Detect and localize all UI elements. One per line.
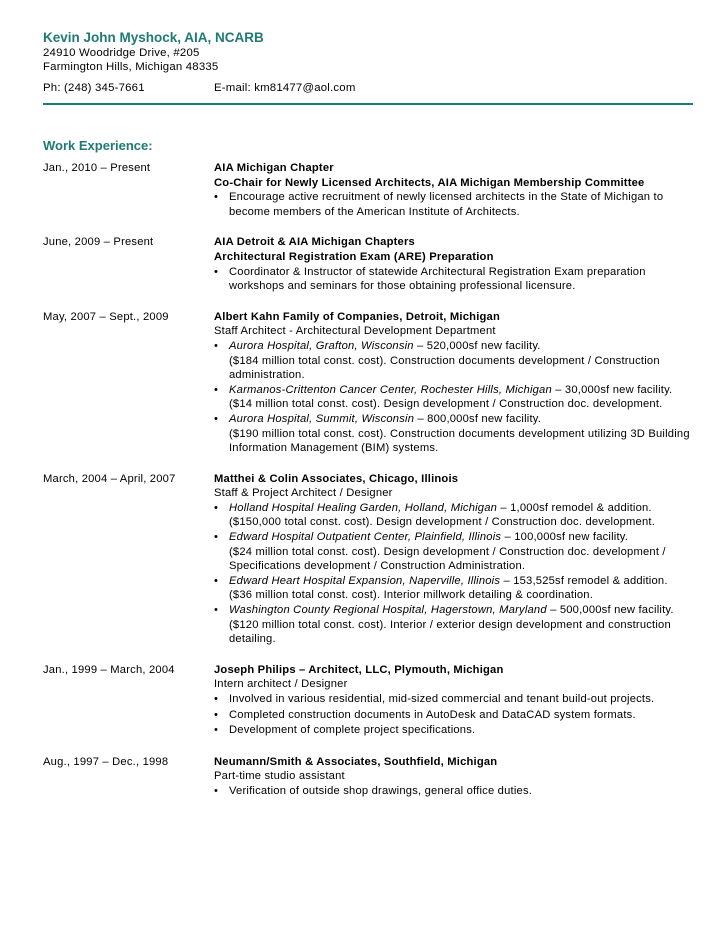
email-address: E-mail: km81477@aol.com — [214, 82, 356, 94]
bullet-item — [214, 603, 693, 647]
bullet-icon: • — [214, 501, 219, 514]
project-name: Washington County Regional Hospital, Hagerstown, Maryland — [229, 604, 547, 617]
project-detail: ($150,000 total const. cost). Design development / Construction doc. development. — [229, 516, 656, 529]
entry-organization: Matthei & Colin Associates, Chicago, Illinois — [214, 472, 459, 485]
entry-body — [214, 310, 693, 456]
bullet-text — [229, 265, 693, 294]
entry-bullet-list — [214, 190, 693, 219]
bullet-text — [229, 383, 693, 412]
experience-entry — [43, 755, 693, 799]
bullet-text — [229, 501, 693, 530]
experience-entry — [43, 663, 693, 739]
entry-role: Staff Architect - Architectural Development Department — [214, 325, 496, 338]
project-detail: ($190 million total const. cost). Construction documents development utilizing 3D Building Information Management (BIM) systems. — [229, 427, 690, 455]
entry-body — [214, 755, 693, 799]
bullet-text — [229, 190, 693, 219]
bullet-content: Completed construction documents in AutoDesk and DataCAD system formats. — [229, 708, 636, 721]
bullet-content: Verification of outside shop drawings, general office duties. — [229, 784, 533, 797]
bullet-icon: • — [214, 412, 219, 425]
entry-date: Jan., 1999 – March, 2004 — [43, 663, 175, 676]
project-summary: – 1,000sf remodel & addition. — [497, 501, 652, 514]
address-line-1: 24910 Woodridge Drive, #205 — [43, 47, 200, 59]
project-name: Edward Heart Hospital Expansion, Naperville, Illinois — [229, 574, 501, 587]
work-experience-list — [43, 161, 693, 799]
bullet-item — [214, 723, 693, 738]
project-summary: – 800,000sf new facility. — [414, 412, 542, 425]
bullet-icon: • — [214, 708, 219, 721]
bullet-content: Involved in various residential, mid-sized commercial and tenant build-out projects. — [229, 693, 655, 705]
project-name: Aurora Hospital, Summit, Wisconsin — [229, 412, 415, 425]
bullet-text — [229, 530, 693, 574]
project-detail: ($36 million total const. cost). Interior millwork detailing & coordination. — [229, 589, 594, 602]
header-divider — [43, 103, 693, 105]
entry-body — [214, 663, 693, 739]
bullet-text — [229, 339, 693, 383]
bullet-icon: • — [214, 383, 219, 396]
entry-date: May, 2007 – Sept., 2009 — [43, 310, 169, 323]
entry-date: Jan., 2010 – Present — [43, 162, 151, 174]
contact-row — [43, 81, 693, 95]
entry-organization: Neumann/Smith & Associates, Southfield, Michigan — [214, 755, 498, 768]
entry-role: Co-Chair for Newly Licensed Architects, AIA Michigan Membership Committee — [214, 176, 645, 189]
bullet-item — [214, 383, 693, 412]
entry-organization: Albert Kahn Family of Companies, Detroit, Michigan — [214, 310, 500, 323]
project-summary: – 100,000sf new facility. — [501, 531, 629, 544]
bullet-item — [214, 339, 693, 383]
entry-role: Part-time studio assistant — [214, 770, 345, 783]
entry-body — [214, 235, 693, 293]
bullet-item — [214, 412, 693, 456]
bullet-item — [214, 574, 693, 603]
experience-entry — [43, 235, 693, 293]
entry-bullet-list — [214, 339, 693, 456]
bullet-icon: • — [214, 339, 219, 352]
project-detail: ($14 million total const. cost). Design development / Construction doc. development. — [229, 398, 663, 411]
entry-role: Architectural Registration Exam (ARE) Preparation — [214, 250, 494, 263]
bullet-icon: • — [214, 784, 219, 797]
bullet-text — [229, 692, 693, 707]
project-summary: – 500,000sf new facility. — [546, 604, 674, 617]
bullet-text — [229, 708, 693, 723]
bullet-text — [229, 574, 693, 603]
entry-bullet-list — [214, 265, 693, 294]
entry-bullet-list — [214, 784, 693, 799]
bullet-content: Encourage active recruitment of newly licensed architects in the State of Michigan to become members of the American Institute of Architects. — [229, 191, 664, 218]
project-name: Aurora Hospital, Grafton, Wisconsin — [229, 339, 414, 352]
experience-entry — [43, 161, 693, 219]
entry-role: Intern architect / Designer — [214, 678, 348, 691]
entry-date: March, 2004 – April, 2007 — [43, 472, 176, 485]
bullet-item — [214, 530, 693, 574]
project-summary: – 520,000sf new facility. — [413, 339, 541, 352]
bullet-item — [214, 784, 693, 799]
bullet-item — [214, 692, 693, 707]
entry-body — [214, 472, 693, 647]
candidate-name: Kevin John Myshock, AIA, NCARB — [43, 30, 264, 45]
bullet-icon: • — [214, 574, 219, 587]
bullet-icon: • — [214, 531, 219, 544]
bullet-item — [214, 265, 693, 294]
project-detail: ($184 million total const. cost). Construction documents development / Construction administration. — [229, 354, 660, 382]
bullet-text — [229, 603, 693, 647]
project-name: Karmanos-Crittenton Cancer Center, Rochester Hills, Michigan — [229, 383, 552, 396]
entry-date: June, 2009 – Present — [43, 236, 154, 249]
resume-page — [43, 30, 693, 815]
phone-number: Ph: (248) 345-7661 — [43, 82, 145, 94]
entry-body — [214, 161, 693, 219]
project-name: Holland Hospital Healing Garden, Holland, Michigan — [229, 501, 498, 514]
bullet-icon: • — [214, 604, 219, 617]
bullet-text — [229, 412, 693, 456]
bullet-icon: • — [214, 693, 219, 705]
bullet-text — [229, 723, 693, 738]
section-title: Work Experience: — [43, 138, 153, 153]
experience-entry — [43, 472, 693, 647]
entry-organization: AIA Michigan Chapter — [214, 162, 334, 174]
entry-organization: Joseph Philips – Architect, LLC, Plymouth, Michigan — [214, 663, 504, 676]
bullet-icon: • — [214, 191, 219, 204]
project-name: Edward Hospital Outpatient Center, Plainfield, Illinois — [229, 531, 502, 544]
entry-bullet-list — [214, 501, 693, 647]
entry-role: Staff & Project Architect / Designer — [214, 487, 393, 500]
bullet-icon: • — [214, 724, 219, 737]
project-summary: – 30,000sf new facility. — [551, 383, 673, 396]
bullet-content: Development of complete project specifications. — [229, 724, 476, 737]
bullet-item — [214, 190, 693, 219]
project-detail: ($24 million total const. cost). Design development / Construction doc. development / Specifications development / Construction Administration. — [229, 545, 666, 573]
entry-organization: AIA Detroit & AIA Michigan Chapters — [214, 236, 415, 249]
bullet-content: Coordinator & Instructor of statewide Architectural Registration Exam preparation workshops and seminars for those obtaining professional licensure. — [229, 265, 646, 293]
entry-date: Aug., 1997 – Dec., 1998 — [43, 755, 169, 768]
project-detail: ($120 million total const. cost). Interior / exterior design development and construction detailing. — [229, 618, 671, 646]
entry-bullet-list — [214, 692, 693, 738]
bullet-item — [214, 501, 693, 530]
bullet-text — [229, 784, 693, 799]
bullet-icon: • — [214, 265, 219, 278]
bullet-item — [214, 708, 693, 723]
project-summary: – 153,525sf remodel & addition. — [500, 574, 668, 587]
address-line-2: Farmington Hills, Michigan 48335 — [43, 61, 219, 73]
experience-entry — [43, 310, 693, 456]
